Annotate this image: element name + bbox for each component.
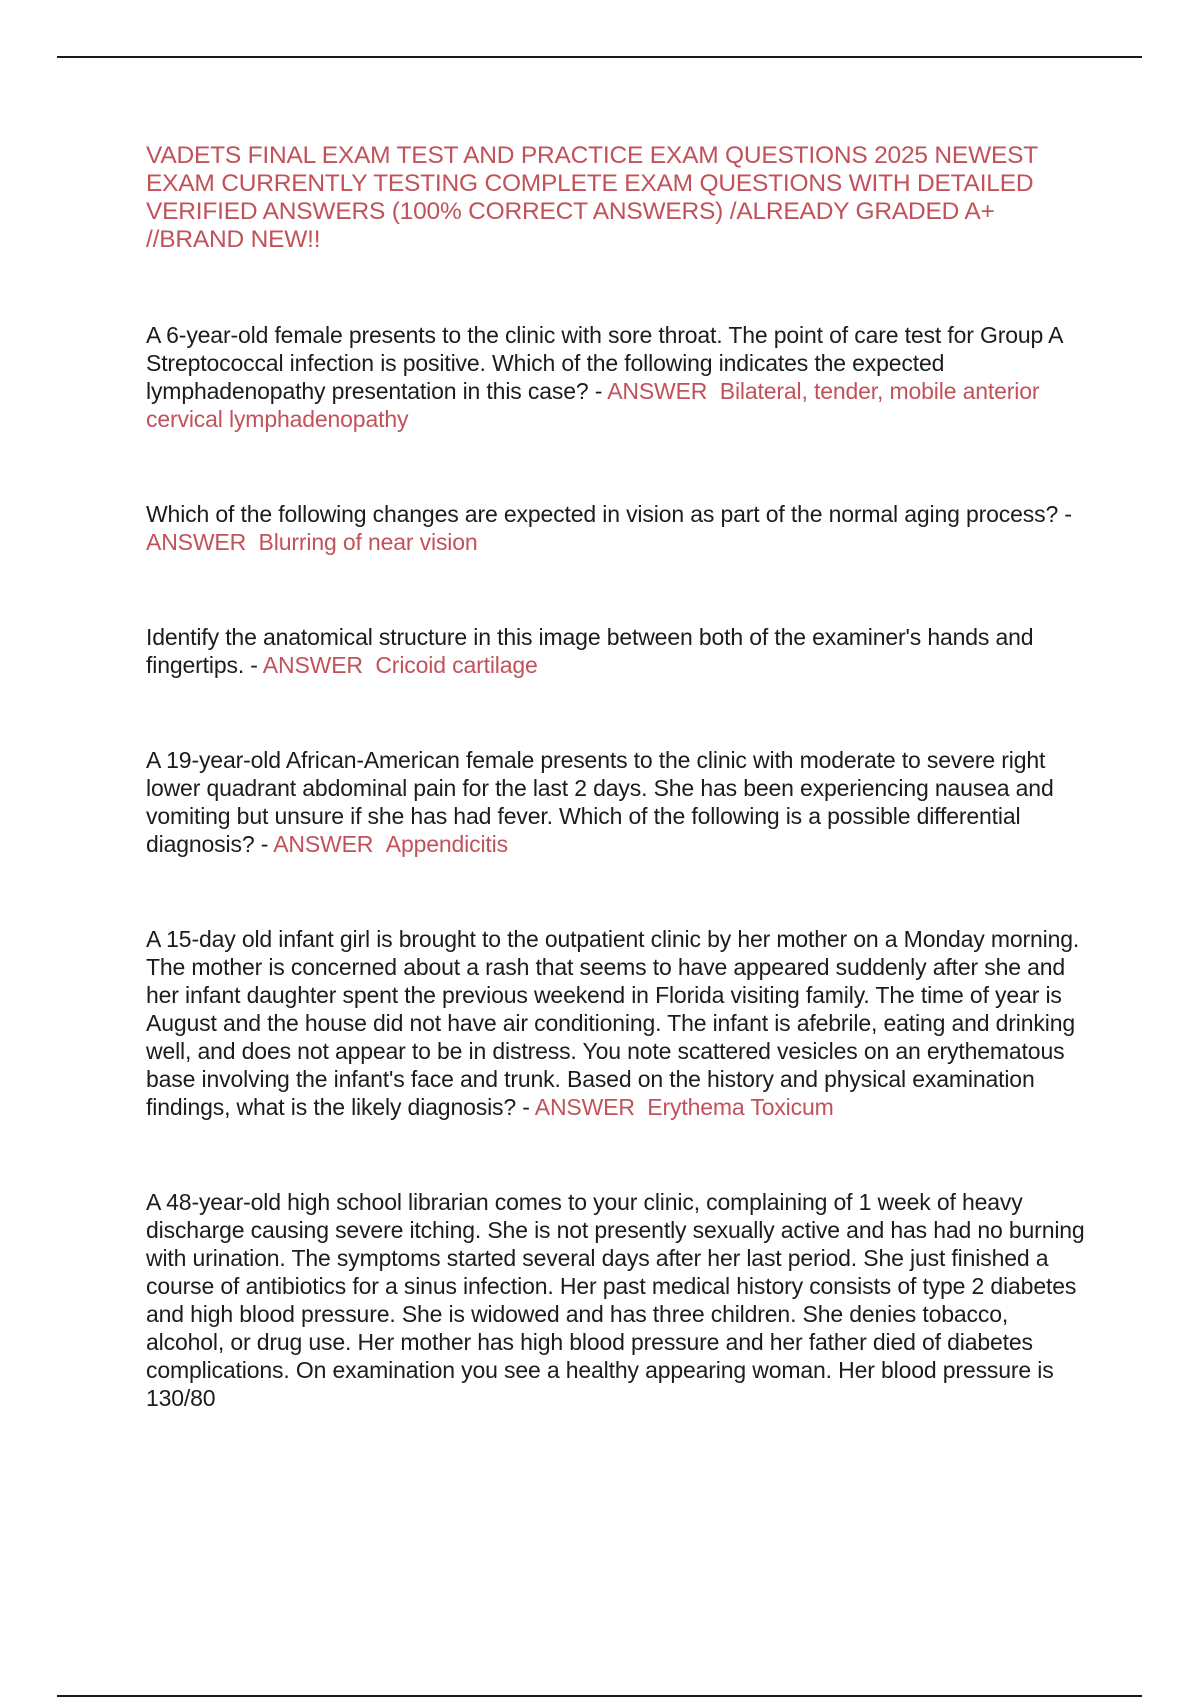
answer-label: ANSWER (262, 652, 363, 678)
document-body (146, 142, 1086, 1479)
answer-text: Blurring of near vision (258, 529, 478, 555)
answer-label: ANSWER (607, 378, 708, 404)
answer-text: Bilateral, tender, mobile anterior cervical lymphadenopathy (146, 378, 1040, 432)
answer-text: Erythema Toxicum (647, 1094, 834, 1120)
bottom-rule (57, 1695, 1142, 1697)
answer-label: ANSWER (273, 831, 374, 857)
qa-item-1 (146, 321, 1086, 433)
question-text: A 6-year-old female presents to the clinic with sore throat. The point of care test for Group A Streptococcal infection is positive. Which of the following indicates the expected lymphadenopathy presentation in this case? - (146, 322, 1063, 404)
document-title: VADETS FINAL EXAM TEST AND PRACTICE EXAM QUESTIONS 2025 NEWEST EXAM CURRENTLY TESTING COMPLETE EXAM QUESTIONS WITH DETAILED VERIFIED ANSWERS (100% CORRECT ANSWERS) /ALREADY GRADED A+ //BRAND NEW!! (146, 142, 1038, 253)
answer-text: Appendicitis (385, 831, 508, 857)
question-text: Which of the following changes are expected in vision as part of the normal aging process? - (146, 501, 1072, 527)
question-text: A 48-year-old high school librarian comes to your clinic, complaining of 1 week of heavy discharge causing severe itching. She is not presently sexually active and has had no burning with urination. The symptoms started several days after her last period. She just finished a course of antibiotics for a sinus infection. Her past medical history consists of type 2 diabetes and high blood pressure. She is widowed and has three children. She denies tobacco, alcohol, or drug use. Her mother has high blood pressure and her father died of diabetes complications. On examination you see a healthy appearing woman. Her blood pressure is 130/80 (146, 1189, 1085, 1411)
question-text: Identify the anatomical structure in this image between both of the examiner's hands and fingertips. - (146, 624, 1034, 678)
qa-item-3 (146, 623, 1086, 679)
question-text: A 19-year-old African-American female presents to the clinic with moderate to severe right lower quadrant abdominal pain for the last 2 days. She has been experiencing nausea and vomiting but unsure if she has had fever. Which of the following is a possible differential diagnosis? - (146, 747, 1054, 857)
qa-item-5 (146, 925, 1086, 1121)
qa-item-6-continued (146, 1188, 1086, 1412)
qa-item-2 (146, 500, 1086, 556)
question-text: A 15-day old infant girl is brought to the outpatient clinic by her mother on a Monday morning. The mother is concerned about a rash that seems to have appeared suddenly after she and her infant daughter spent the previous weekend in Florida visiting family. The time of year is August and the house did not have air conditioning. The infant is afebrile, eating and drinking well, and does not appear to be in distress. You note scattered vesicles on an erythematous base involving the infant's face and trunk. Based on the history and physical examination findings, what is the likely diagnosis? - (146, 926, 1080, 1120)
answer-label: ANSWER (534, 1094, 635, 1120)
qa-item-4 (146, 746, 1086, 858)
answer-text: Cricoid cartilage (375, 652, 538, 678)
top-rule (57, 56, 1142, 58)
answer-label: ANSWER (146, 529, 247, 555)
